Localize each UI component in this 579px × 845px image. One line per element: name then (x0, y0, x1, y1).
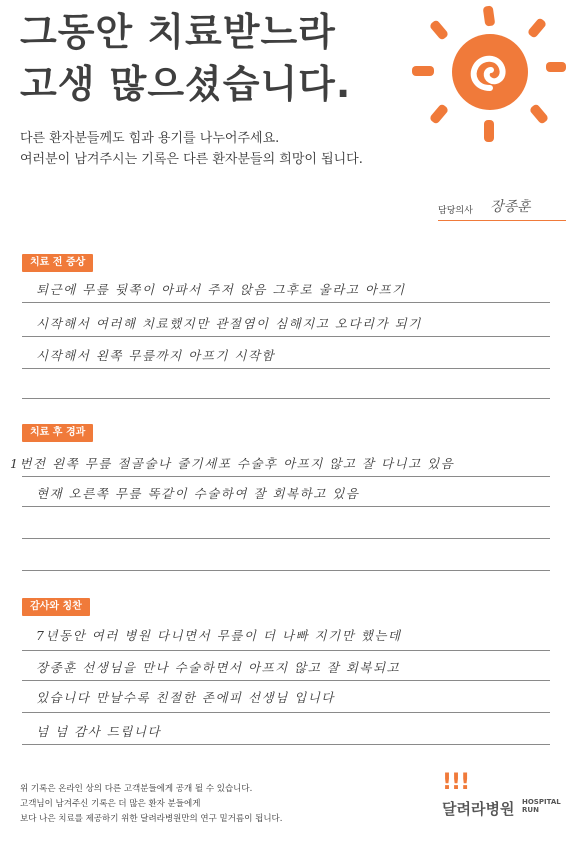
section-badge-thanks: 감사와 칭찬 (22, 598, 90, 616)
doctor-name: 장종훈 (490, 199, 531, 215)
page-title (20, 6, 351, 110)
handwritten-line: 시작해서 왼쪽 무릎까지 아프기 시작함 (36, 348, 276, 363)
ruled-line (22, 302, 550, 303)
ruled-line (22, 476, 550, 477)
logo-marks: !!! (442, 770, 470, 795)
handwritten-line: 시작해서 여러해 치료했지만 관절염이 심해지고 오다리가 되기 (36, 316, 422, 331)
hospital-logo (418, 770, 568, 830)
ruled-line (22, 680, 550, 681)
logo-sub (522, 798, 561, 814)
handwritten-line: 1번전 왼쪽 무릎 절골술나 줄기세포 수술후 아프지 않고 잘 다니고 있음 (10, 456, 455, 471)
footer-line-3: 보다 나은 치료를 제공하기 위한 달려라병원만의 연구 밑거름이 됩니다. (20, 814, 283, 824)
handwritten-line: 현재 오른쪽 무릎 똑같이 수술하여 잘 회복하고 있음 (36, 486, 360, 501)
intro-text (20, 128, 363, 170)
handwritten-line: 퇴근에 무릎 뒷쪽이 아파서 주저 앉음 그후로 울라고 아프기 (36, 282, 406, 297)
ruled-line (22, 538, 550, 539)
sun-icon (398, 0, 568, 150)
title-line-1: 그동안 치료받느라 (20, 10, 336, 54)
section-badge-before: 치료 전 증상 (22, 254, 93, 272)
logo-sub-1: HOSPITAL (522, 798, 561, 806)
ruled-line (22, 650, 550, 651)
handwritten-line: 7년동안 여러 병원 다니면서 무릎이 더 나빠 지기만 했는데 (36, 628, 402, 643)
handwritten-line: 있습니다 만날수록 친절한 존에피 선생님 입니다 (36, 690, 335, 705)
footer-notice (20, 782, 282, 827)
section-badge-after: 치료 후 경과 (22, 424, 93, 442)
intro-line-2: 여러분이 남겨주시는 기록은 다른 환자분들의 희망이 됩니다. (20, 152, 363, 167)
ruled-line (22, 506, 550, 507)
handwritten-line: 장종훈 선생님을 만나 수술하면서 아프지 않고 잘 회복되고 (36, 660, 401, 675)
ruled-line (22, 712, 550, 713)
footer-line-1: 위 기록은 온라인 상의 다른 고객분들에게 공개 될 수 있습니다. (20, 784, 253, 794)
intro-line-1: 다른 환자분들께도 힘과 용기를 나누어주세요. (20, 131, 280, 146)
handwritten-line: 넘 넘 감사 드립니다 (36, 724, 162, 739)
ruled-line (22, 744, 550, 745)
ruled-line (22, 336, 550, 337)
footer-line-2: 고객님이 남겨주신 기록은 더 많은 환자 분들에게 (20, 799, 201, 809)
ruled-line (22, 398, 550, 399)
doctor-label: 담당의사 (438, 206, 473, 216)
ruled-line (22, 570, 550, 571)
logo-sub-2: RUN (522, 806, 539, 814)
doctor-field (438, 196, 566, 221)
logo-name: 달려라병원 (442, 800, 515, 818)
ruled-line (22, 368, 550, 369)
title-line-2: 고생 많으셨습니다. (20, 62, 352, 106)
